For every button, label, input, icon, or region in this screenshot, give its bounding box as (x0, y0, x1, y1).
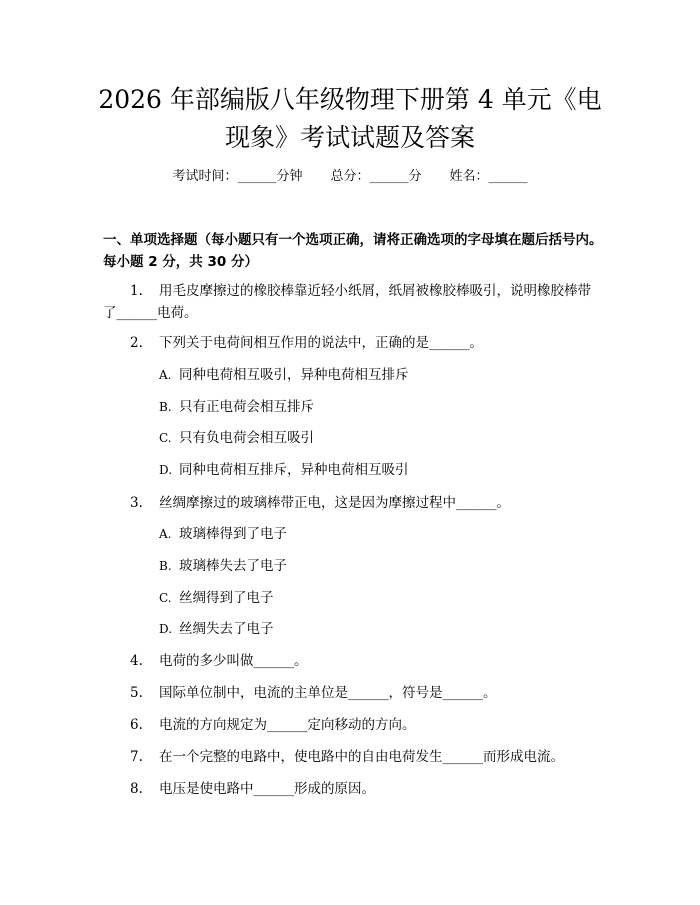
total-score-field: 总分：______分 (330, 169, 422, 184)
option-letter: B. (159, 559, 172, 573)
question-number: 6. (130, 717, 143, 733)
question-text: 用毛皮摩擦过的橡胶棒靠近轻小纸屑，纸屑被橡胶棒吸引，说明橡胶棒带了______电荷。 (103, 283, 591, 321)
question-text: 电压是使电路中______形成的原因。 (159, 781, 375, 797)
section-heading: 一、单项选择题（每小题只有一个选项正确，请将正确选项的字母填在题后括号内。每小题 2 分，共 30 分） (103, 232, 603, 270)
student-name-field: 姓名：______ (449, 169, 528, 184)
page-title: 2026 年部编版八年级物理下册第 4 单元《电现象》考试试题及答案 (98, 85, 602, 152)
question-number: 3. (130, 495, 143, 511)
question-text: 国际单位制中，电流的主单位是______，符号是______。 (159, 685, 497, 701)
question-text: 丝绸摩擦过的玻璃棒带正电，这是因为摩擦过程中______。 (159, 495, 510, 511)
question-2-option-d (159, 460, 409, 480)
option-text: 玻璃棒失去了电子 (179, 558, 287, 574)
option-text: 玻璃棒得到了电子 (179, 526, 287, 542)
question-number: 7. (130, 749, 143, 765)
question-2-option-c (159, 428, 314, 448)
question-3-option-c (159, 588, 274, 608)
question-1 (103, 280, 603, 324)
option-text: 同种电荷相互排斥，异种电荷相互吸引 (179, 462, 409, 478)
question-8 (0, 779, 700, 799)
option-text: 丝绸得到了电子 (179, 590, 274, 606)
question-3-option-b (159, 556, 287, 576)
option-text: 丝绸失去了电子 (179, 621, 274, 637)
option-text: 只有负电荷会相互吸引 (179, 430, 314, 446)
question-text: 下列关于电荷间相互作用的说法中，正确的是______。 (159, 335, 483, 351)
question-2 (0, 333, 700, 353)
question-number: 5. (130, 685, 143, 701)
question-number: 1. (130, 283, 143, 299)
question-4 (0, 651, 700, 671)
question-3-option-a (159, 524, 287, 544)
question-text: 在一个完整的电路中，使电路中的自由电荷发生______而形成电流。 (159, 749, 564, 765)
exam-info-line (0, 168, 700, 186)
question-3-option-d (159, 619, 274, 639)
question-text: 电荷的多少叫做______。 (159, 653, 308, 669)
question-5 (0, 683, 700, 703)
exam-time-field: 考试时间：______分钟 (172, 169, 303, 184)
option-text: 同种电荷相互吸引，异种电荷相互排斥 (179, 367, 409, 383)
question-7 (0, 747, 700, 767)
option-letter: D. (159, 622, 173, 636)
option-letter: C. (159, 591, 172, 605)
option-letter: B. (159, 400, 172, 414)
question-2-option-a (159, 365, 409, 385)
question-number: 4. (130, 653, 143, 669)
question-2-option-b (159, 397, 314, 417)
option-text: 只有正电荷会相互排斥 (179, 399, 314, 415)
option-letter: D. (159, 463, 173, 477)
question-3 (0, 493, 700, 513)
question-number: 2. (130, 335, 143, 351)
question-number: 8. (130, 781, 143, 797)
question-text: 电流的方向规定为______定向移动的方向。 (159, 717, 416, 733)
question-6 (0, 715, 700, 735)
option-letter: A. (159, 527, 172, 541)
option-letter: A. (159, 368, 172, 382)
option-letter: C. (159, 431, 172, 445)
